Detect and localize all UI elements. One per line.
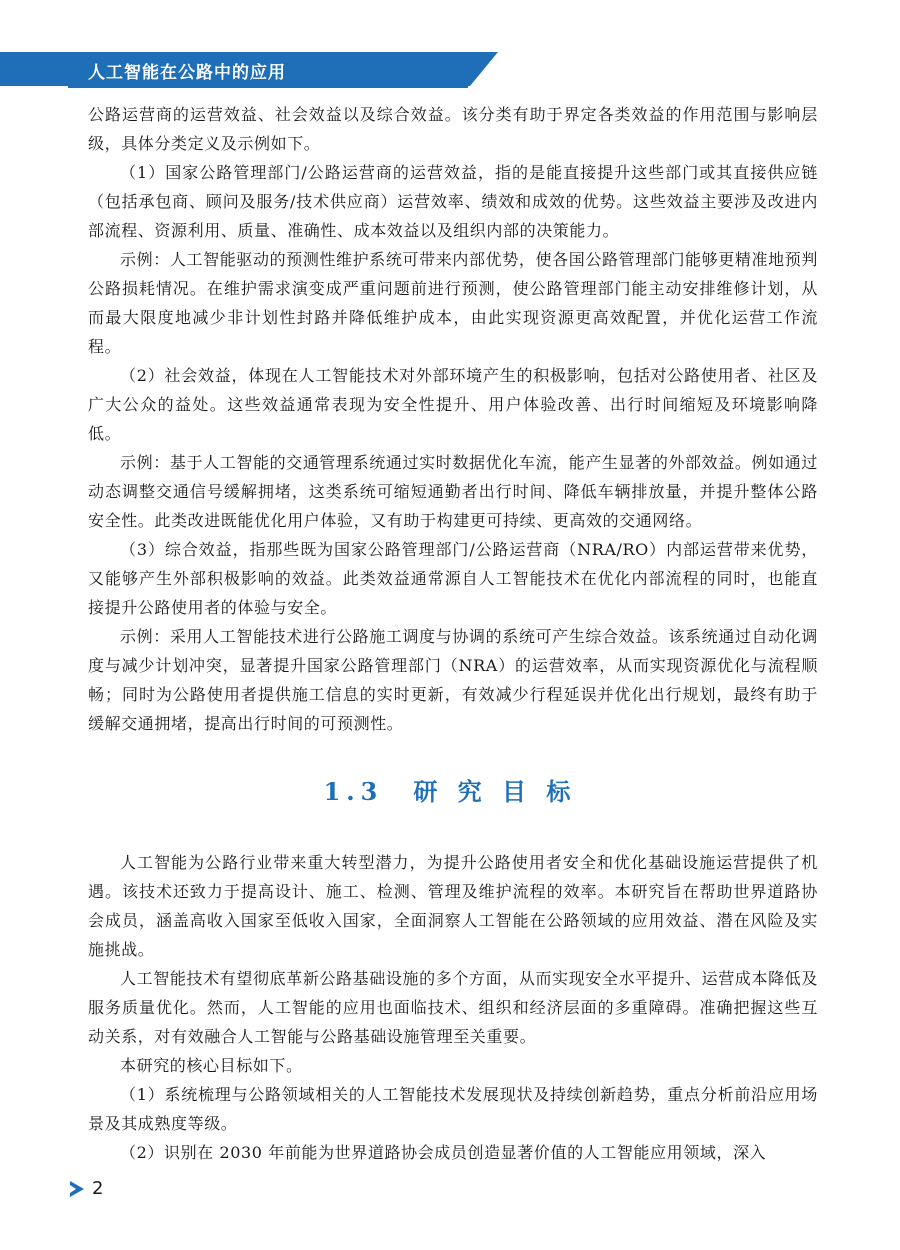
- paragraph-example-3: 示例：采用人工智能技术进行公路施工调度与协调的系统可产生综合效益。该系统通过自动化调度与减少计划冲突，显著提升国家公路管理部门（NRA）的运营效率，从而实现资源优化与流程顺畅；同时为公路使用者提供施工信息的实时更新，有效减少行程延误并优化出行规划，最终有助于缓解交通拥堵，提高出行时间的可预测性。: [88, 627, 818, 733]
- page-number: 2: [92, 1178, 104, 1199]
- body-bottom: [88, 848, 818, 1167]
- running-header-title: 人工智能在公路中的应用: [88, 63, 286, 83]
- paragraph-social-benefits: （2）社会效益，体现在人工智能技术对外部环境产生的积极影响，包括对公路使用者、社区及广大公众的益处。这些效益通常表现为安全性提升、用户体验改善、出行时间缩短及环境影响降低。: [88, 366, 818, 443]
- paragraph-objectives-lead: 本研究的核心目标如下。: [120, 1056, 303, 1075]
- body-top: [88, 100, 818, 738]
- paragraph-objective-1: （1）系统梳理与公路领域相关的人工智能技术发展现状及持续创新趋势，重点分析前沿应用场景及其成熟度等级。: [88, 1085, 818, 1133]
- paragraph-example-2: 示例：基于人工智能的交通管理系统通过实时数据优化车流，能产生显著的外部效益。例如通过动态调整交通信号缓解拥堵，这类系统可缩短通勤者出行时间、降低车辆排放量，并提升整体公路安全性。此类改进既能优化用户体验，又有助于构建更可持续、更高效的交通网络。: [88, 453, 818, 530]
- paragraph-combined-benefits: （3）综合效益，指那些既为国家公路管理部门/公路运营商（NRA/RO）内部运营带来优势，又能够产生外部积极影响的效益。此类效益通常源自人工智能技术在优化内部流程的同时，也能直接提升公路使用者的体验与安全。: [88, 540, 818, 617]
- paragraph-potential: 人工智能技术有望彻底革新公路基础设施的多个方面，从而实现安全水平提升、运营成本降低及服务质量优化。然而，人工智能的应用也面临技术、组织和经济层面的多重障碍。准确把握这些互动关系，对有效融合人工智能与公路基础设施管理至关重要。: [88, 969, 818, 1046]
- paragraph-example-1: 示例：人工智能驱动的预测性维护系统可带来内部优势，使各国公路管理部门能够更精准地预判公路损耗情况。在维护需求演变成严重问题前进行预测，使公路管理部门能主动安排维修计划，从而最大限度地减少非计划性封路并降低维护成本，由此实现资源更高效配置，并优化运营工作流程。: [88, 250, 818, 356]
- paragraph-objective-2: （2）识别在 2030 年前能为世界道路协会成员创造显著价值的人工智能应用领域，深入: [120, 1143, 767, 1162]
- page-arrow-icon: [70, 1181, 84, 1197]
- paragraph-continuation: 公路运营商的运营效益、社会效益以及综合效益。该分类有助于界定各类效益的作用范围与影响层级，具体分类定义及示例如下。: [88, 105, 818, 153]
- paragraph-operational-benefits: （1）国家公路管理部门/公路运营商的运营效益，指的是能直接提升这些部门或其直接供应链（包括承包商、顾问及服务/技术供应商）运营效率、绩效和成效的优势。这些效益主要涉及改进内部流程、资源利用、质量、准确性、成本效益以及组织内部的决策能力。: [88, 163, 818, 240]
- header-rule: [68, 86, 468, 88]
- section-heading: 1.3 研 究 目 标: [323, 777, 577, 806]
- paragraph-intro: 人工智能为公路行业带来重大转型潜力，为提升公路使用者安全和优化基础设施运营提供了机遇。该技术还致力于提高设计、施工、检测、管理及维护流程的效率。本研究旨在帮助世界道路协会成员，涵盖高收入国家至低收入国家，全面洞察人工智能在公路领域的应用效益、潜在风险及实施挑战。: [88, 853, 818, 959]
